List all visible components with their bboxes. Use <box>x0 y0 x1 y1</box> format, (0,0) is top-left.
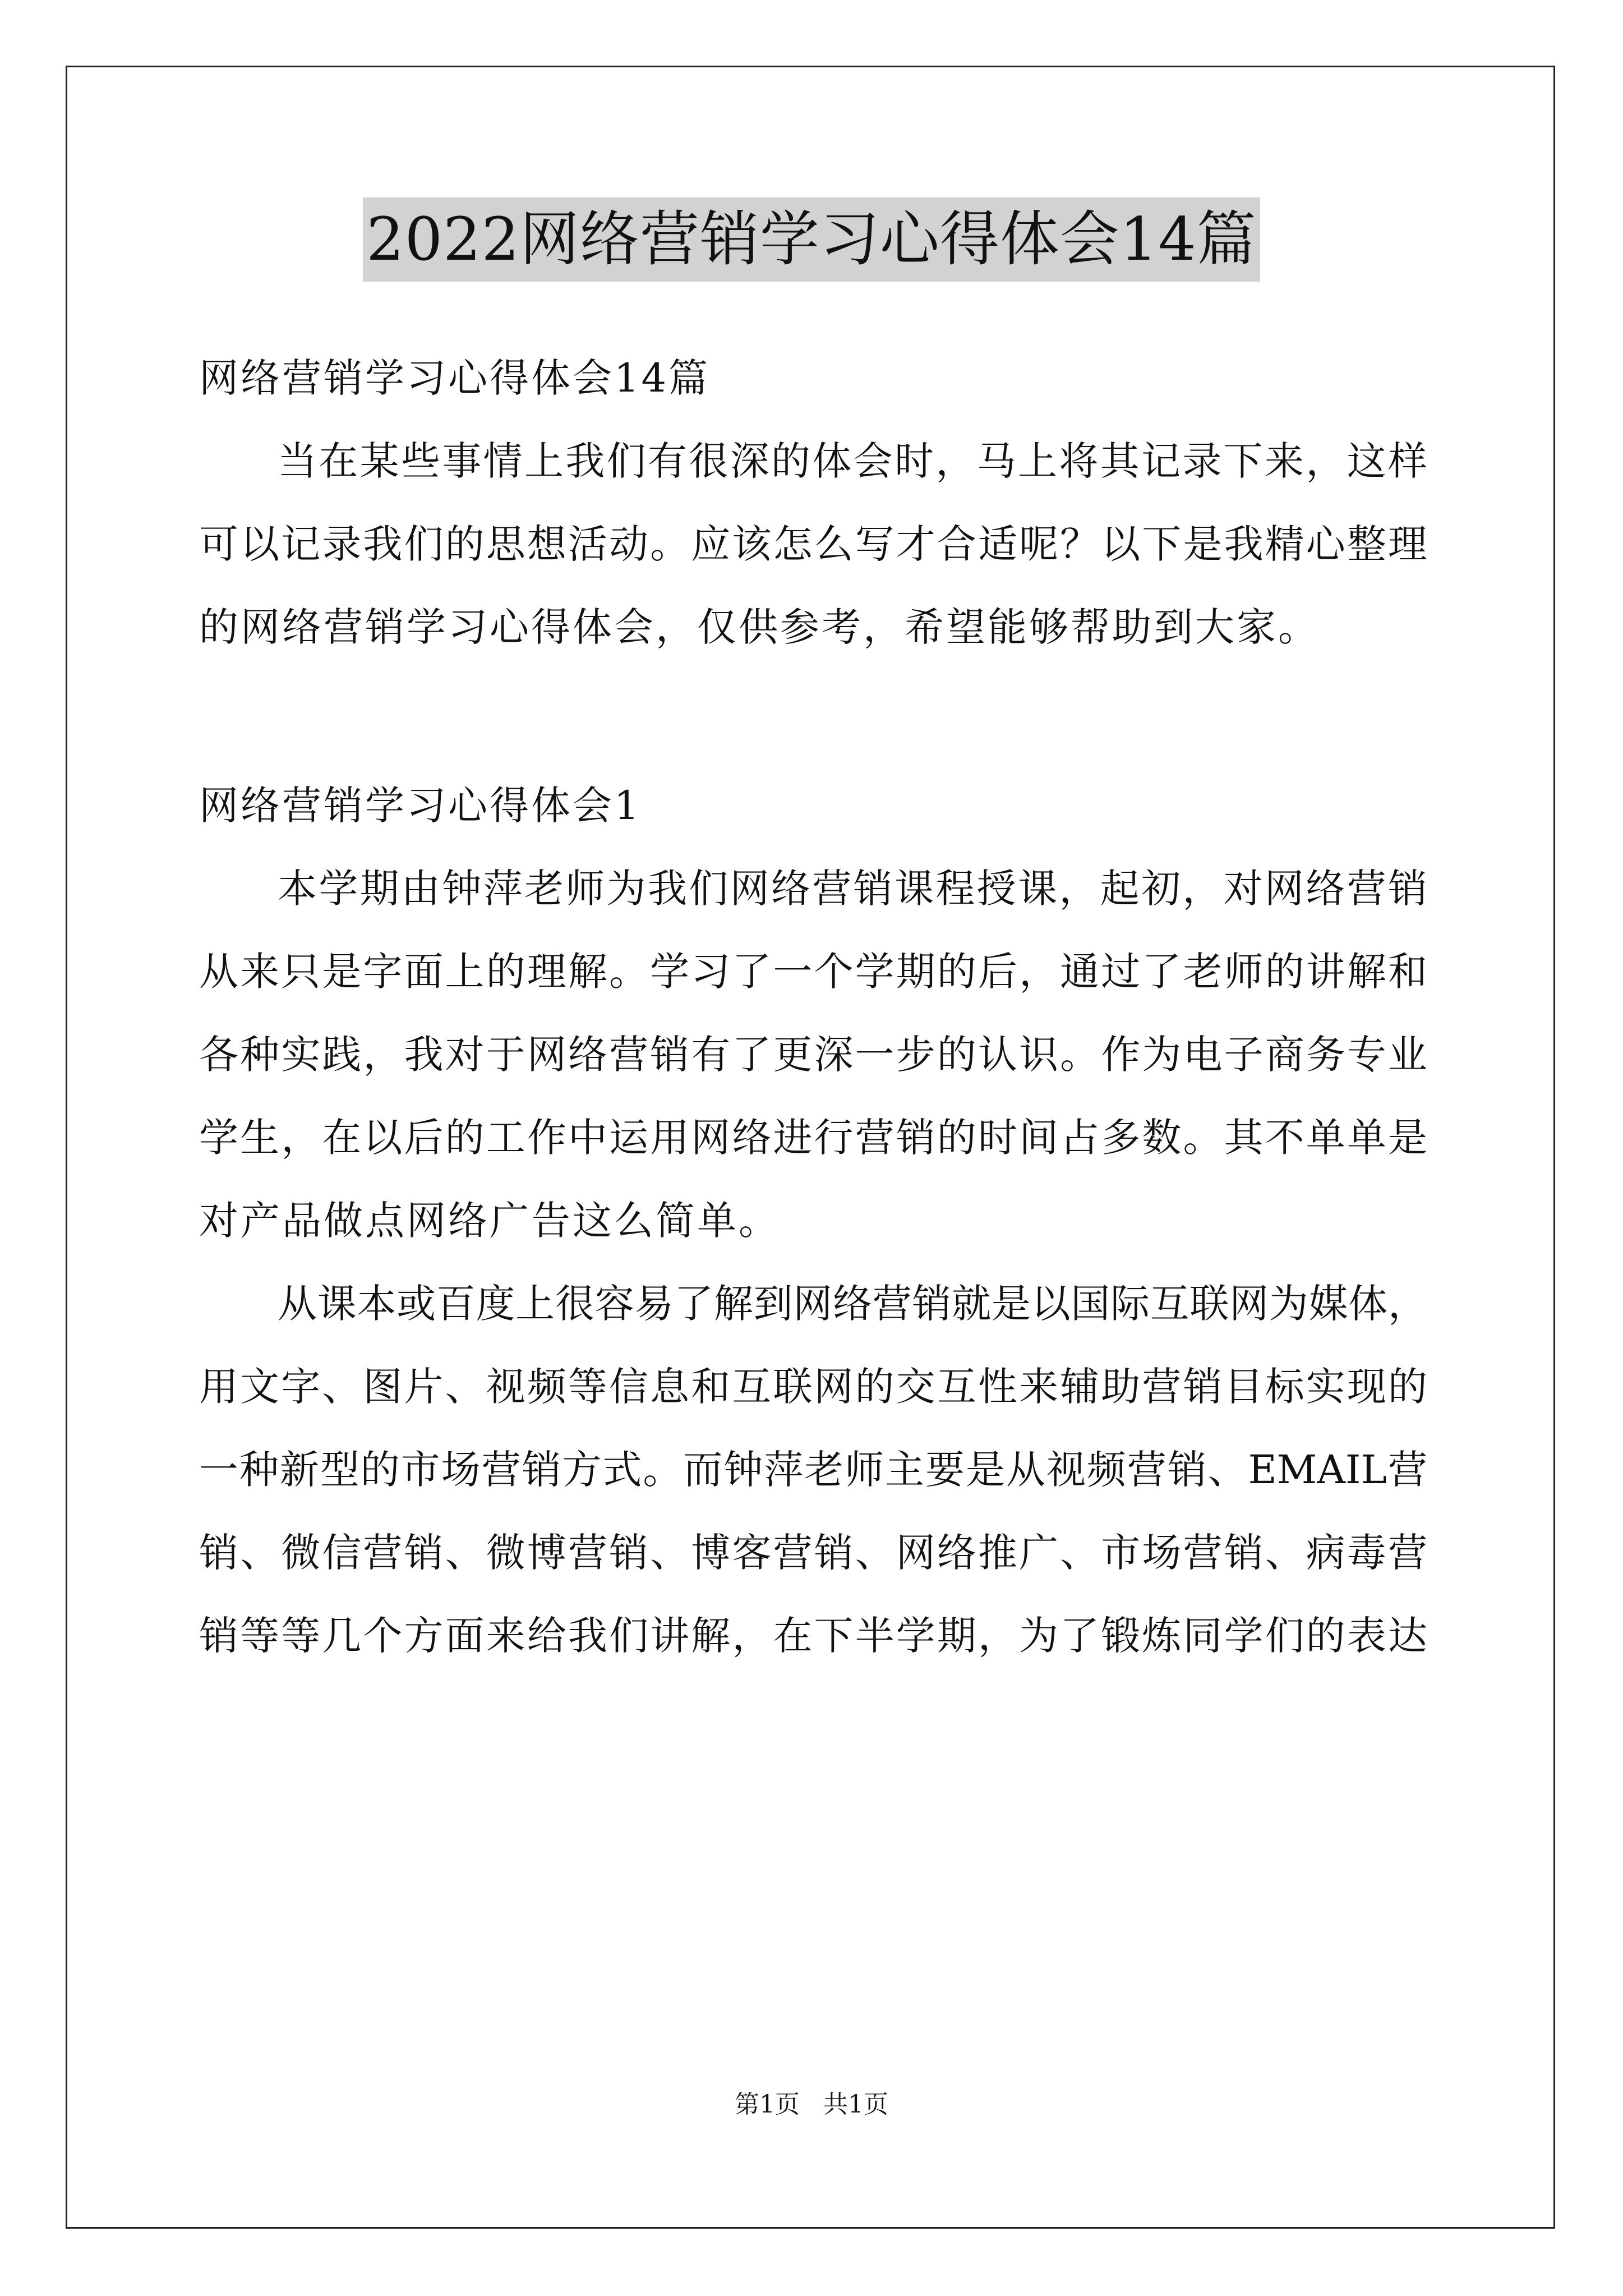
title-container <box>0 197 1623 282</box>
intro-line: 可以记录我们的思想活动。应该怎么写才合适呢？以下是我精心整理 <box>199 521 1427 567</box>
intro-line: 当在某些事情上我们有很深的体会时，马上将其记录下来，这样 <box>278 438 1427 484</box>
paragraph-line: 对产品做点网络广告这么简单。 <box>199 1198 780 1244</box>
paragraph-line: 销等等几个方面来给我们讲解，在下半学期，为了锻炼同学们的表达 <box>199 1613 1427 1659</box>
paragraph-line: 一种新型的市场营销方式。而钟萍老师主要是从视频营销、EMAIL营 <box>199 1447 1427 1493</box>
paragraph-line: 从来只是字面上的理解。学习了一个学期的后，通过了老师的讲解和 <box>199 949 1427 995</box>
paragraph-line: 学生，在以后的工作中运用网络进行营销的时间占多数。其不单单是 <box>199 1115 1427 1161</box>
spacer <box>199 669 1427 764</box>
section-heading: 网络营销学习心得体会1 <box>199 783 642 829</box>
page-footer: 第1页 共1页 <box>735 2090 888 2119</box>
document-title: 2022网络营销学习心得体会14篇 <box>363 197 1260 282</box>
intro-paragraph <box>199 420 1427 669</box>
paragraph-line: 用文字、图片、视频等信息和互联网的交互性来辅助营销目标实现的 <box>199 1364 1427 1410</box>
paragraph-line: 从课本或百度上很容易了解到网络营销就是以国际互联网为媒体， <box>278 1281 1427 1327</box>
paragraph-line: 销、微信营销、微博营销、博客营销、网络推广、市场营销、病毒营 <box>199 1530 1427 1576</box>
document-body <box>199 337 1427 1677</box>
section1-paragraph-2 <box>199 1262 1427 1677</box>
section1-paragraph-1 <box>199 847 1427 1262</box>
paragraph-line: 本学期由钟萍老师为我们网络营销课程授课，起初，对网络营销 <box>278 866 1427 912</box>
intro-line: 的网络营销学习心得体会，仅供参考，希望能够帮助到大家。 <box>199 604 1320 650</box>
document-subtitle: 网络营销学习心得体会14篇 <box>199 355 711 401</box>
paragraph-line: 各种实践，我对于网络营销有了更深一步的认识。作为电子商务专业 <box>199 1032 1427 1078</box>
